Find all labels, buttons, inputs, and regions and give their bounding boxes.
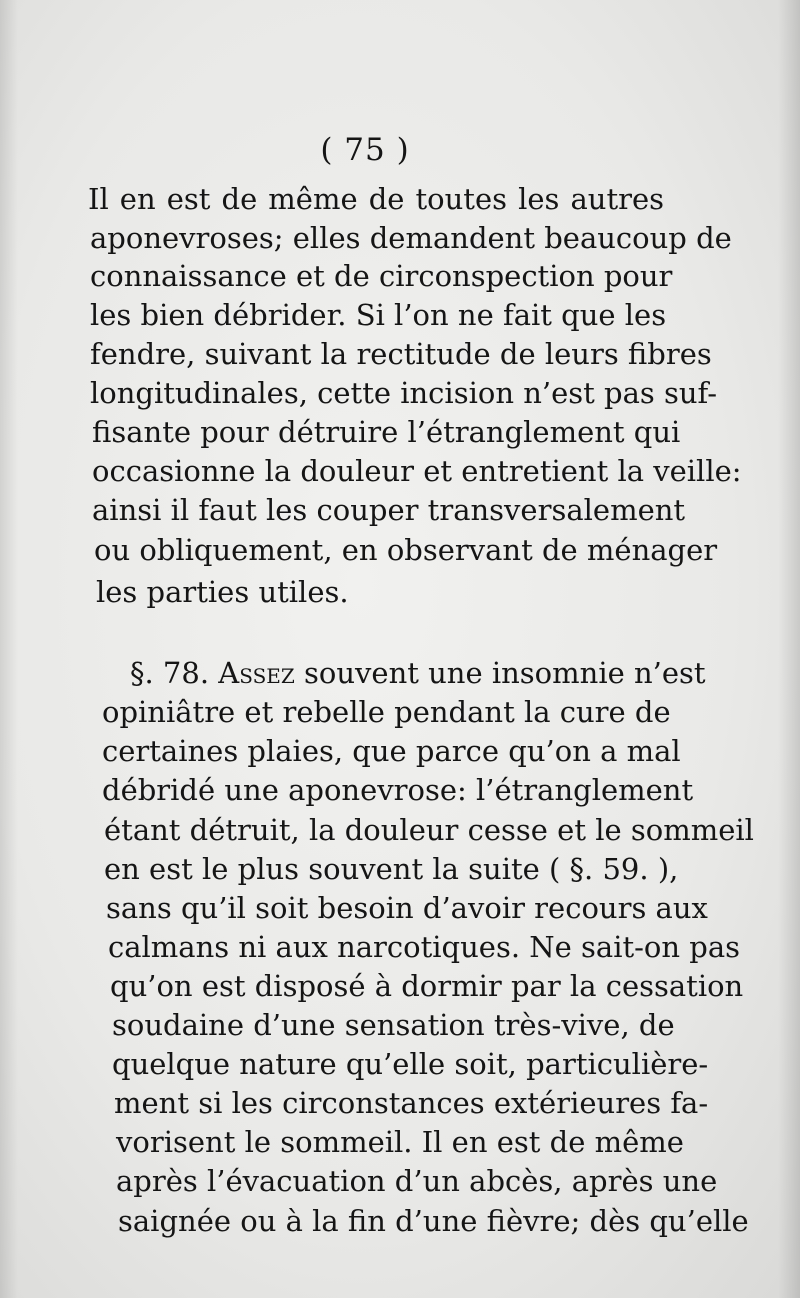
page-shadow-left bbox=[0, 0, 18, 1298]
first-line-text: souvent une insomnie n’est bbox=[304, 656, 706, 690]
text-line: fendre, suivant la rectitude de leurs fibres bbox=[90, 337, 712, 371]
text-line: opiniâtre et rebelle pendant la cure de bbox=[102, 695, 671, 729]
text-line: longitudinales, cette incision n’est pas suf- bbox=[90, 376, 718, 410]
text-line: Il en est de même de toutes les autres bbox=[88, 182, 664, 216]
text-line: les bien débrider. Si l’on ne fait que les bbox=[90, 298, 667, 332]
text-line: après l’évacuation d’un abcès, après une bbox=[116, 1164, 718, 1198]
text-line: quelque nature qu’elle soit, particulière- bbox=[112, 1047, 709, 1081]
text-line: étant détruit, la douleur cesse et le sommeil bbox=[104, 813, 754, 847]
section-mark: §. 78. bbox=[130, 656, 210, 690]
text-line: ou obliquement, en observant de ménager bbox=[94, 533, 718, 567]
text-line: ment si les circonstances extérieures fa- bbox=[114, 1086, 709, 1120]
text-line: fisante pour détruire l’étranglement qui bbox=[92, 415, 681, 449]
paragraph-first-line bbox=[130, 656, 706, 690]
text-line: les parties utiles. bbox=[96, 575, 349, 609]
text-line: débridé une aponevrose: l’étranglement bbox=[102, 773, 694, 807]
page-shadow-right bbox=[778, 0, 800, 1298]
text-line: aponevroses; elles demandent beaucoup de bbox=[90, 221, 732, 255]
text-line: ainsi il faut les couper transversalement bbox=[92, 493, 686, 527]
text-line: vorisent le sommeil. Il en est de même bbox=[116, 1125, 684, 1159]
text-line: calmans ni aux narcotiques. Ne sait-on pas bbox=[108, 930, 741, 964]
text-line: soudaine d’une sensation très-vive, de bbox=[112, 1008, 675, 1042]
page-number: ( 75 ) bbox=[320, 132, 410, 168]
text-line: connaissance et de circonspection pour bbox=[90, 259, 673, 293]
text-line: sans qu’il soit besoin d’avoir recours aux bbox=[106, 891, 708, 925]
text-line: qu’on est disposé à dormir par la cessation bbox=[110, 969, 744, 1003]
text-line: saignée ou à la fin d’une fièvre; dès qu’elle bbox=[118, 1204, 749, 1238]
text-line: en est le plus souvent la suite ( §. 59. ), bbox=[104, 852, 679, 886]
lead-word: Assez bbox=[218, 656, 295, 690]
text-line: occasionne la douleur et entretient la veille: bbox=[92, 454, 742, 488]
text-line: certaines plaies, que parce qu’on a mal bbox=[102, 734, 681, 768]
